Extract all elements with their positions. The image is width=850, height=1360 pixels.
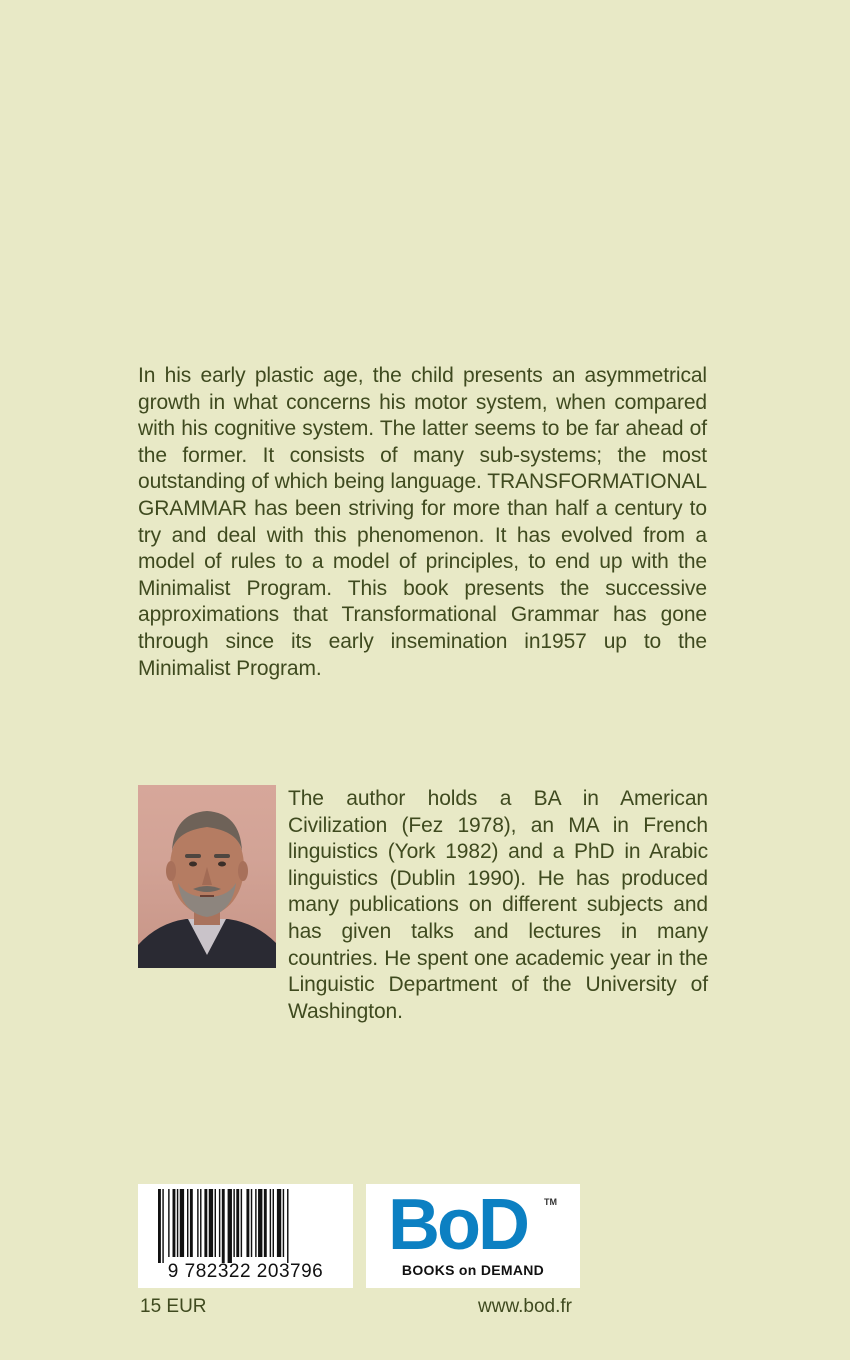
barcode-bar <box>287 1189 288 1263</box>
barcode-bar <box>228 1189 232 1263</box>
barcode-bar <box>222 1189 225 1263</box>
barcode-bar <box>246 1189 249 1257</box>
author-bio: The author holds a BA in American Civilization (Fez 1978), an MA in French linguistics (York 1982) and a PhD in Arabic linguistics (Dublin 1990). He has produced many publications on different subjects and has given talks and lectures in many countries. He spent one academic year in the Linguistic Department of the University of Washington. <box>288 787 708 1023</box>
barcode-bar <box>251 1189 252 1257</box>
barcode-bar <box>168 1189 169 1257</box>
barcode-bar <box>241 1189 242 1257</box>
barcode-bar <box>273 1189 274 1257</box>
barcode-bar <box>180 1189 184 1257</box>
isbn-number: 9 782322 203796 <box>167 1261 324 1282</box>
trademark-symbol: TM <box>544 1197 557 1207</box>
barcode-bar <box>177 1189 178 1257</box>
barcode-bar <box>236 1189 239 1257</box>
barcode-bar <box>162 1189 163 1263</box>
price-label: 15 EUR <box>140 1296 207 1317</box>
isbn-barcode <box>138 1184 353 1288</box>
barcode-bar <box>209 1189 213 1257</box>
barcode-bar <box>190 1189 193 1257</box>
barcode-bar <box>255 1189 256 1257</box>
author-portrait-image <box>138 785 276 968</box>
barcode-bar <box>204 1189 207 1257</box>
barcode-bar <box>233 1189 234 1257</box>
bod-logo-mark: BoD <box>388 1185 527 1265</box>
barcode-bar <box>219 1189 220 1257</box>
barcode-bar <box>277 1189 281 1257</box>
publisher-tagline: BOOKS on DEMAND <box>401 1262 545 1278</box>
barcode-bar <box>215 1189 216 1257</box>
barcode-bar <box>158 1189 161 1263</box>
barcode-bar <box>258 1189 262 1257</box>
barcode-bars <box>158 1189 336 1263</box>
barcode-bar <box>270 1189 271 1257</box>
barcode-bar <box>197 1189 198 1257</box>
barcode-bar <box>200 1189 201 1257</box>
barcode-bar <box>283 1189 284 1257</box>
publisher-logo <box>366 1184 580 1288</box>
barcode-bar <box>187 1189 188 1257</box>
publisher-website: www.bod.fr <box>478 1296 572 1317</box>
back-cover-blurb: In his early plastic age, the child presents an asymmetrical growth in what concerns his motor system, when compared with his cognitive system. The latter seems to be far ahead of the former. It consists of many sub-systems; the most outstanding of which being language. TRANSFORMATIONAL GRAMMAR has been striving for more than half a century to try and deal with this phenomenon. It has evolved from a model of rules to a model of principles, to end up with the Minimalist Program. This book presents the successive approximations that Transformational Grammar has gone through since its early insemination in1957 up to the Minimalist Program. <box>138 364 707 680</box>
author-photo <box>138 785 276 968</box>
barcode-bar <box>264 1189 267 1257</box>
barcode-bar <box>173 1189 176 1257</box>
